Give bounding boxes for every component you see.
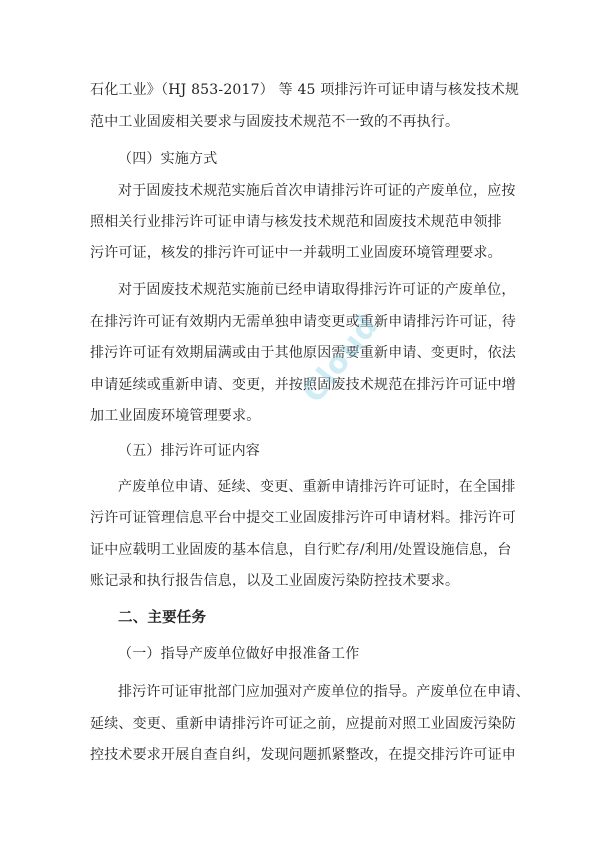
subsection-heading: （一）指导产废单位做好申报准备工作 bbox=[118, 646, 360, 662]
body-text-line: 账记录和执行报告信息，以及工业固废污染防控技术要求。 bbox=[90, 573, 460, 589]
body-text-line: 证中应载明工业固废的基本信息，自行贮存/利用/处置设施信息，台 bbox=[90, 542, 512, 558]
body-text-line: 污许可证，核发的排污许可证中一并载明工业固废环境管理要求。 bbox=[90, 245, 502, 261]
body-text-line: 石化工业》（HJ 853-2017） 等 45 项排污许可证申请与核发技术规 bbox=[90, 82, 520, 98]
body-text-line: 申请延续或重新申请、变更，并按照固废技术规范在排污许可证中增 bbox=[90, 377, 516, 393]
body-text-line: 延续、变更、重新申请排污许可证之前，应提前对照工业固废污染防 bbox=[90, 716, 516, 732]
body-text-line: 在排污许可证有效期内无需单独申请变更或重新申请排污许可证，待 bbox=[90, 314, 516, 330]
body-text-line: 排污许可证有效期届满或由于其他原因需要重新申请、变更时，依法 bbox=[90, 345, 516, 361]
body-text-line: 产废单位申请、延续、变更、重新申请排污许可证时，在全国排 bbox=[118, 479, 516, 495]
section-heading: 二、主要任务 bbox=[118, 610, 207, 626]
body-text-line: 范中工业固废相关要求与固废技术规范不一致的不再执行。 bbox=[90, 114, 460, 130]
subsection-heading: （四）实施方式 bbox=[118, 151, 218, 167]
body-text-line: 对于固废技术规范实施后首次申请排污许可证的产废单位，应按 bbox=[118, 183, 516, 199]
body-text-line: 加工业固废环境管理要求。 bbox=[90, 408, 261, 424]
subsection-heading: （五）排污许可证内容 bbox=[118, 443, 260, 459]
body-text-line: 照相关行业排污许可证申请与核发技术规范和固废技术规范申领排 bbox=[90, 214, 502, 230]
watermark-logo: Cloud bbox=[296, 308, 386, 410]
body-text-line: 对于固废技术规范实施前已经申请取得排污许可证的产废单位， bbox=[118, 282, 516, 298]
body-text-line: 控技术要求开展自查自纠，发现问题抓紧整改，在提交排污许可证申 bbox=[90, 747, 516, 763]
body-text-line: 污许可证管理信息平台中提交工业固废排污许可申请材料。排污许可 bbox=[90, 510, 516, 526]
body-text-line: 排污许可证审批部门应加强对产废单位的指导。产废单位在申请、 bbox=[118, 684, 530, 700]
